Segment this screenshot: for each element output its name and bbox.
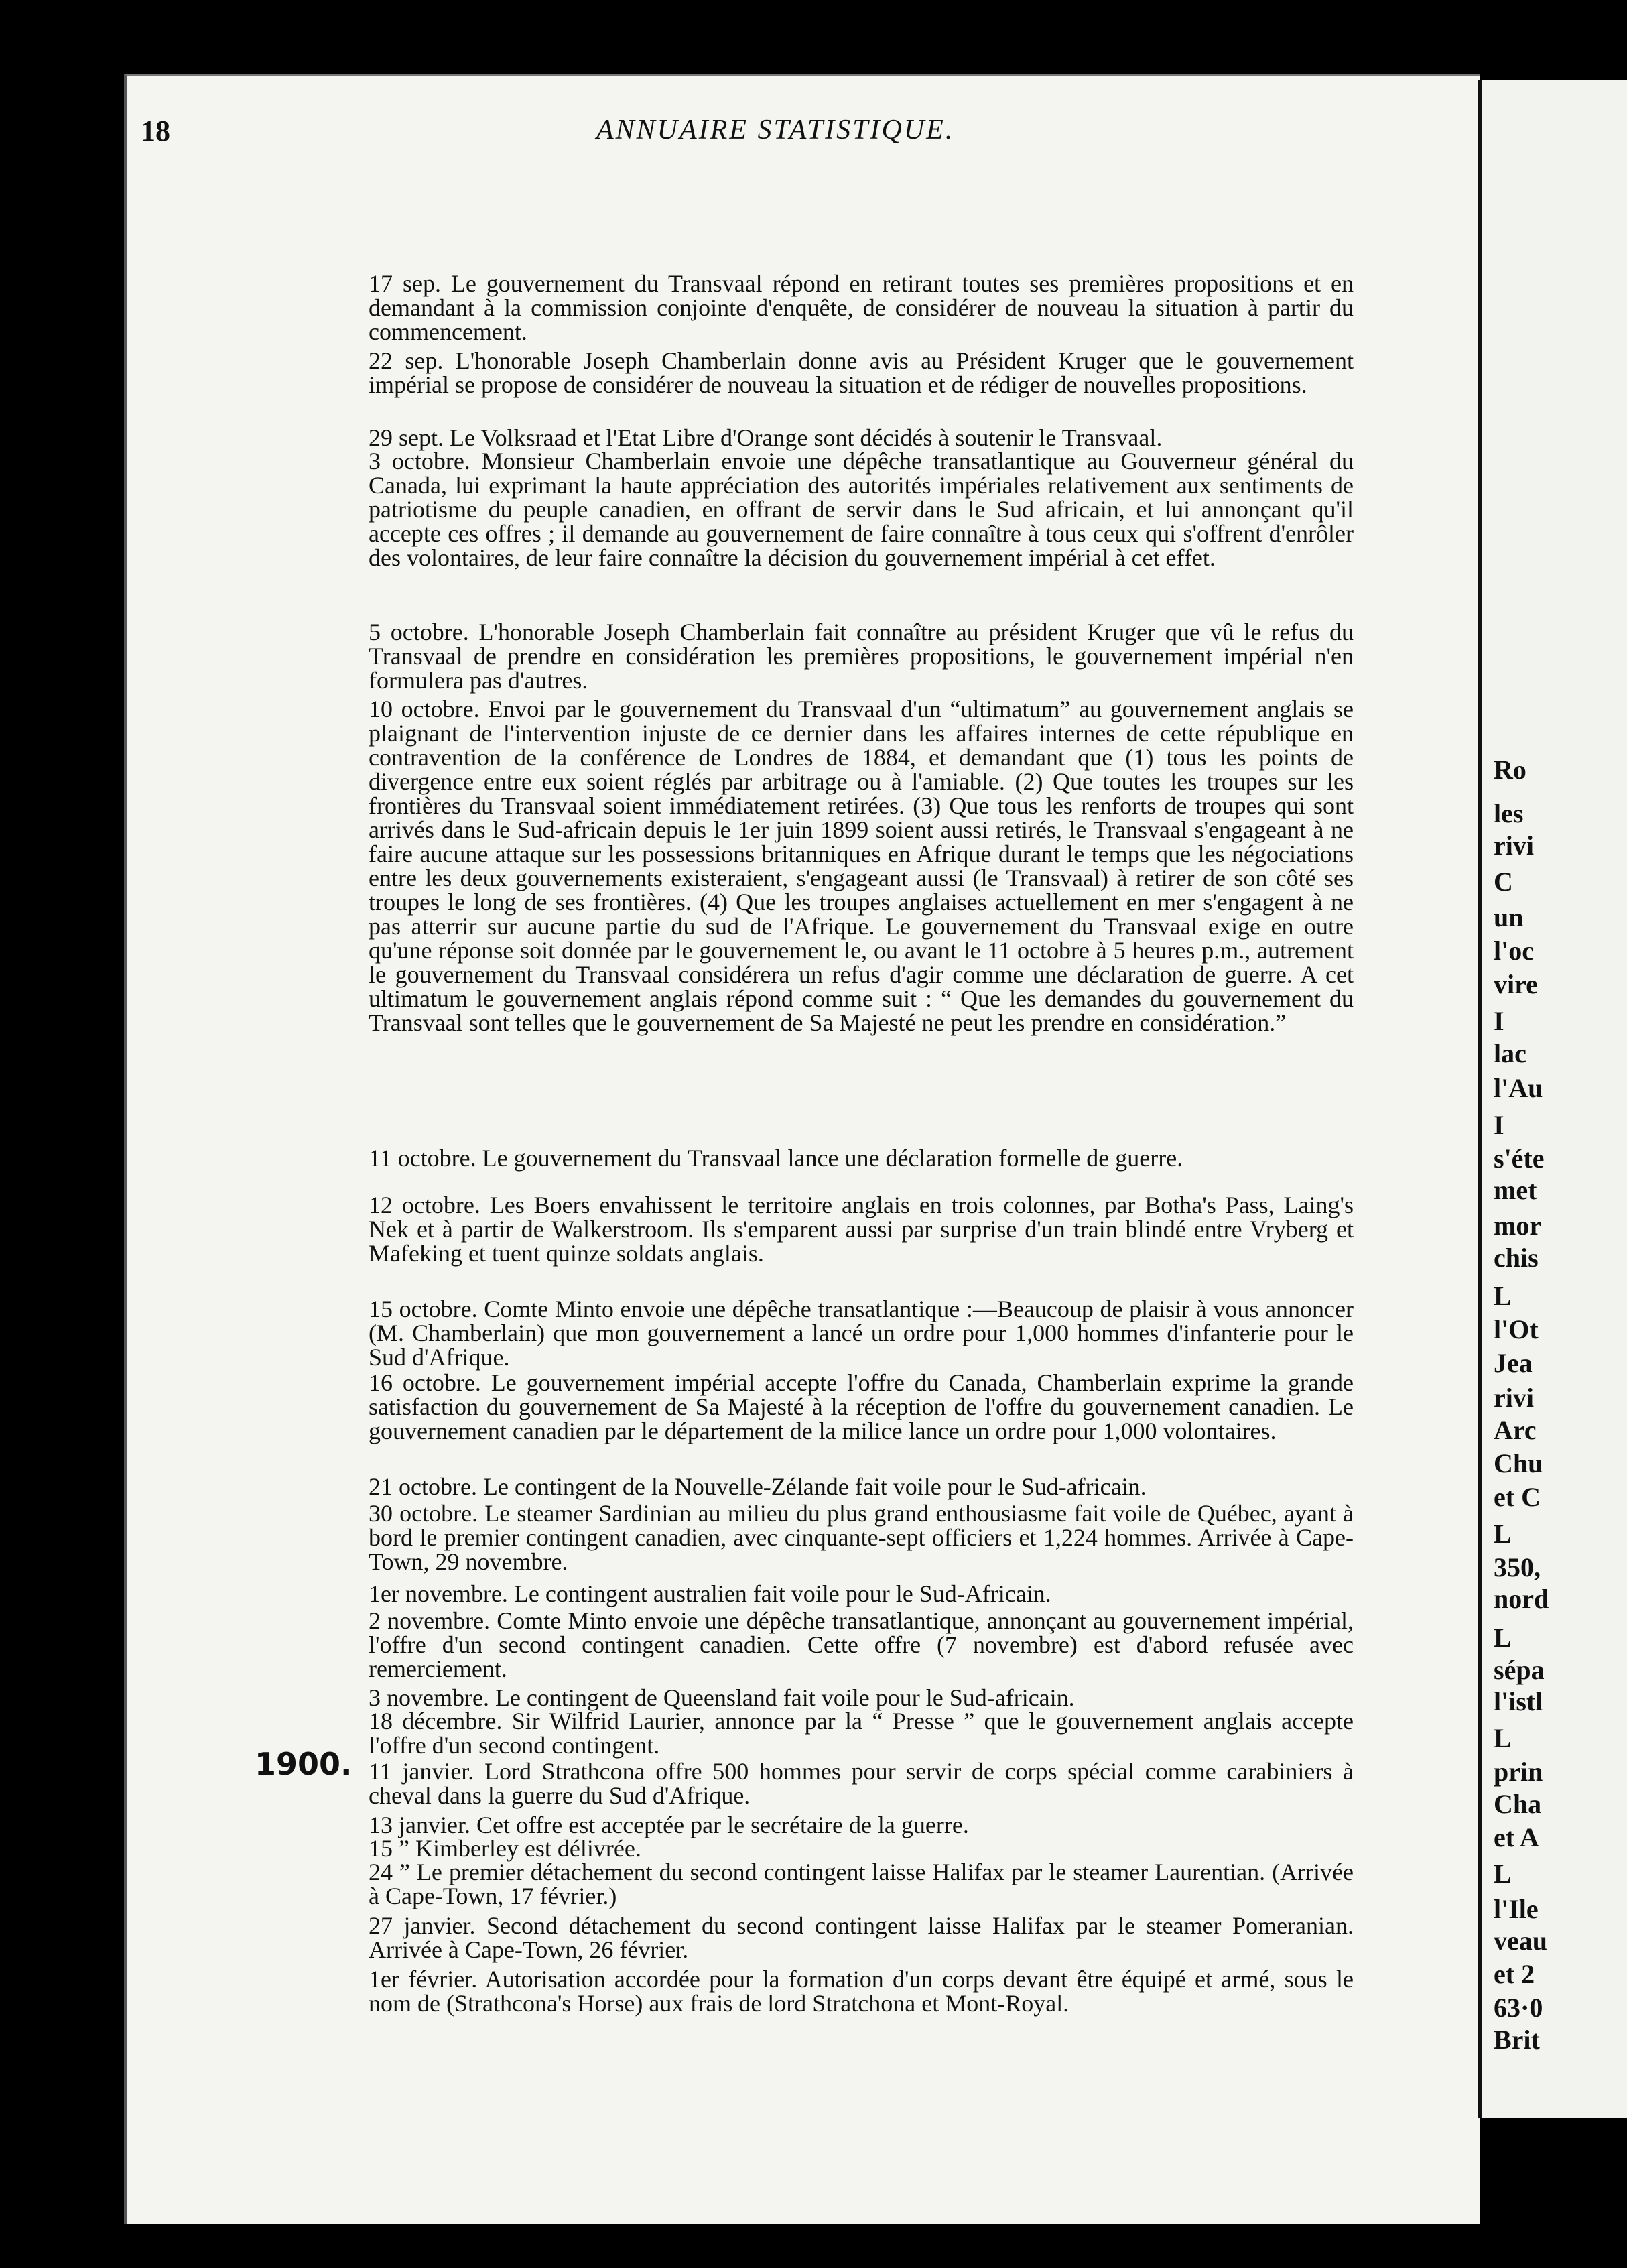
chronology-entry [369, 1967, 1354, 2015]
entry-text: L'honorable Joseph Chamberlain fait connaître au président Kruger que vû le refus du Transvaal de prendre en considération les premières propositions, le gouvernement impérial n'en formulera pas d'autres. [369, 619, 1354, 694]
entry-text: Second détachement du second contingent laisse Halifax par le steamer Pomeranian. Arrivée à Cape-Town, 26 février. [369, 1912, 1354, 1963]
chronology-entry [369, 1686, 1354, 1710]
right-page-fragment: Chu [1494, 1448, 1543, 1478]
right-page-fragment: l'Ot [1494, 1314, 1539, 1344]
entry-text: Les Boers envahissent le territoire anglais en trois colonnes, par Botha's Pass, Laing's Nek et à partir de Walkerstroom. Ils s'emparent aussi par surprise d'un train blindé entre Vryberg et Mafeking et tuent quinze soldats anglais. [369, 1192, 1354, 1267]
entry-date: 15 octobre. [369, 1296, 484, 1322]
entry-text: Le Volksraad et l'Etat Libre d'Orange sont décidés à soutenir le Transvaal. [450, 424, 1163, 451]
right-page-fragment: L [1494, 1623, 1512, 1653]
right-page-fragment: L [1494, 1723, 1512, 1753]
entry-text: Le steamer Sardinian au milieu du plus grand enthousiasme fait voile de Québec, ayant à bord le premier contingent canadien, avec cinquante-sept officiers et 1,224 hommes. Arrivée à Cape-Town, 29 novembre. [369, 1500, 1354, 1575]
chronology-entry [369, 1759, 1354, 1808]
entry-text: Comte Minto envoie une dépêche transatlantique :—Beaucoup de plaisir à vous annoncer (M. Chamberlain) que mon gouvernement a lancé un ordre pour 1,000 hommes d'infanterie pour le Sud d'Afrique. [369, 1296, 1354, 1371]
right-page-fragment: un [1494, 902, 1524, 932]
entry-date: 10 octobre. [369, 696, 489, 722]
entry-date: 22 sep. [369, 347, 456, 374]
entry-date: 1er novembre. [369, 1580, 514, 1607]
right-page-fragment: Ro [1494, 755, 1526, 785]
chronology-entry [369, 1582, 1354, 1606]
right-page-fragment: chis [1494, 1243, 1539, 1273]
running-head: ANNUAIRE STATISTIQUE. [596, 115, 955, 145]
right-page-fragment: les [1494, 798, 1524, 828]
entry-text: Monsieur Chamberlain envoie une dépêche transatlantique au Gouverneur général du Canada, lui exprimant la haute appréciation des autorités impériales relativement aux sentiments de patriotisme du peuple canadien, en offrant de servir dans le Sud africain, et lui annonçant qu'il accepte ces offres ; il demande au gouvernement de faire connaître à tous ceux qui s'offrent d'enrôler des volontaires, de leur faire connaître la décision du gouvernement impérial à cet effet. [369, 448, 1354, 571]
entry-text: Autorisation accordée pour la formation d'un corps devant être équipé et armé, sous le nom de (Strathcona's Horse) aux frais de lord Stratchona et Mont-Royal. [369, 1966, 1354, 2017]
right-page-fragment: Jea [1494, 1348, 1533, 1378]
entry-date: 16 octobre. [369, 1369, 491, 1396]
entry-date: 17 sep. [369, 270, 451, 297]
entry-date: 11 janvier. [369, 1758, 484, 1785]
right-page-fragment: rivi [1494, 1383, 1534, 1413]
year-marker: 1900. [255, 1746, 352, 1782]
right-page-fragment: mor [1494, 1210, 1542, 1241]
entry-text: Le gouvernement du Transvaal répond en retirant toutes ses premières propositions et en demandant à la commission conjointe d'enquête, de considérer de nouveau la situation à partir du commencement. [369, 270, 1354, 345]
entry-date: 3 octobre. [369, 448, 482, 475]
entry-text: Kimberley est délivrée. [415, 1835, 641, 1862]
chronology-entry [369, 449, 1354, 570]
chronology-entry [369, 1813, 1354, 1837]
entry-text: Le gouvernement impérial accepte l'offre du Canada, Chamberlain exprime la grande satisfaction du gouvernement de Sa Majesté à la réception de l'offre du gouvernement canadien. Le gouvernement canadien par le département de la milice lance un ordre pour 1,000 volontaires. [369, 1369, 1354, 1444]
entry-date: 18 décembre. [369, 1708, 512, 1735]
entry-text: Sir Wilfrid Laurier, annonce par la “ Presse ” que le gouvernement anglais accepte l'offre d'un second contingent. [369, 1708, 1354, 1759]
entry-text: Envoi par le gouvernement du Transvaal d'un “ultimatum” au gouvernement anglais se plaignant de l'intervention injuste de ce dernier dans les affaires internes de cette république en contravention de la conférence de Londres de 1884, et demandant que (1) tous les points de divergence entre eux soient réglés par arbitrage ou à l'amiable. (2) Que toutes les troupes sur les frontières du Transvaal soient immédiatement retirées. (3) Que tous les renforts de troupes qui sont arrivés dans le Sud-africain depuis le 1er juin 1899 soient aussi retirés, le Transvaal s'engageant à ne faire aucune attaque sur les possessions britanniques en Afrique durant le temps que les négociations entre les deux gouvernements existeraient, s'engageant aussi (le Transvaal) à retirer de son côté ses troupes le long de ses frontières. (4) Que les troupes anglaises actuellement en mer s'engagent à ne pas atterrir sur aucune partie du sud de l'Afrique. Le gouvernement du Transvaal exige en outre qu'une réponse soit donnée par le gouvernement le, ou avant le 11 octobre à 5 heures p.m., autrement le gouvernement du Transvaal considérera un refus d'agir comme une déclaration de guerre. A cet ultimatum le gouvernement anglais répond comme suit : “ Que les demandes du gouvernement du Transvaal sont telles que le gouvernement de Sa Majesté ne peut les prendre en considération.” [369, 696, 1354, 1036]
right-page-fragment: L [1494, 1519, 1512, 1549]
entry-text: Comte Minto envoie une dépêche transatlantique, annonçant au gouvernement impérial, l'offre d'un second contingent canadien. Cette offre (7 novembre) est d'abord refusée avec remerciement. [369, 1607, 1354, 1682]
chronology-entry [369, 1836, 1354, 1861]
entry-date: 30 octobre. [369, 1500, 485, 1527]
entry-text: Le contingent de Queensland fait voile pour le Sud-africain. [495, 1684, 1075, 1711]
chronology-entry [369, 349, 1354, 397]
entry-text: L'honorable Joseph Chamberlain donne avis au Président Kruger que le gouvernement impérial se propose de considérer de nouveau la situation et de rédiger de nouvelles propositions. [369, 347, 1354, 398]
entry-date: 29 sept. [369, 424, 450, 451]
entry-date: 24 ” [369, 1858, 417, 1885]
right-page-fragment: rivi [1494, 830, 1534, 861]
entry-text: Le gouvernement du Transvaal lance une déclaration formelle de guerre. [482, 1145, 1183, 1172]
entry-date: 5 octobre. [369, 619, 479, 645]
entry-text: Cet offre est acceptée par le secrétaire de la guerre. [476, 1812, 969, 1838]
chronology-entry [369, 1146, 1354, 1170]
chronology-entry [369, 697, 1354, 1035]
chronology-entry [369, 1297, 1354, 1369]
entry-date: 21 octobre. [369, 1473, 483, 1500]
right-page-fragment: lac [1494, 1038, 1526, 1068]
right-page-fragment: et 2 [1494, 1959, 1535, 1989]
right-page-fragment: l'oc [1494, 936, 1534, 966]
chronology-entry [369, 271, 1354, 344]
chronology-entry [369, 1913, 1354, 1962]
right-page-fragment: vire [1494, 969, 1538, 999]
chronology-entry [369, 1193, 1354, 1265]
right-page-fragment: Cha [1494, 1789, 1542, 1819]
chronology-entry [369, 620, 1354, 692]
right-page-fragment: I [1494, 1006, 1504, 1036]
right-page-fragment: nord [1494, 1584, 1549, 1614]
entry-date: 12 octobre. [369, 1192, 490, 1218]
entry-date: 13 janvier. [369, 1812, 476, 1838]
right-page-fragment: veau [1494, 1926, 1547, 1956]
chronology-entry [369, 1860, 1354, 1908]
right-page-fragment: 63·0 [1494, 1993, 1543, 2023]
right-page-fragment: 350, [1494, 1552, 1541, 1582]
chronology-entry [369, 1371, 1354, 1443]
right-page-fragment: l'istl [1494, 1686, 1543, 1716]
right-page-fragment: s'éte [1494, 1143, 1545, 1174]
entry-date: 1er février. [369, 1966, 485, 1993]
page-number: 18 [141, 115, 170, 147]
right-book-page-fragment [1478, 80, 1627, 2118]
right-page-fragment: et C [1494, 1482, 1541, 1512]
right-page-fragment: I [1494, 1110, 1504, 1140]
entry-date: 3 novembre. [369, 1684, 495, 1711]
entry-date: 2 novembre. [369, 1607, 497, 1634]
right-page-fragment: et A [1494, 1822, 1539, 1852]
right-page-fragment: L [1494, 1858, 1512, 1889]
entry-date: 15 ” [369, 1835, 415, 1862]
right-page-fragment: C [1494, 867, 1513, 897]
right-page-fragment: l'Au [1494, 1073, 1543, 1103]
entry-date: 11 octobre. [369, 1145, 482, 1172]
right-page-fragment: Brit [1494, 2025, 1540, 2055]
right-page-fragment: l'Ile [1494, 1894, 1539, 1924]
right-page-fragment: met [1494, 1175, 1537, 1205]
right-page-fragment: sépa [1494, 1655, 1545, 1685]
entry-date: 27 janvier. [369, 1912, 487, 1939]
right-page-fragment: L [1494, 1281, 1512, 1311]
entry-text: Le contingent de la Nouvelle-Zélande fait voile pour le Sud-africain. [482, 1473, 1147, 1500]
chronology-entry [369, 1501, 1354, 1574]
entry-text: Lord Strathcona offre 500 hommes pour servir de corps spécial comme carabiniers à cheval dans la guerre du Sud d'Afrique. [369, 1758, 1354, 1809]
entry-text: Le contingent australien fait voile pour le Sud-Africain. [513, 1580, 1051, 1607]
right-page-fragment: prin [1494, 1757, 1543, 1787]
chronology-entry [369, 1474, 1354, 1499]
entry-text: Le premier détachement du second contingent laisse Halifax par le steamer Laurentian. (Arrivée à Cape-Town, 17 février.) [369, 1858, 1354, 1909]
chronology-entry [369, 1709, 1354, 1757]
right-page-fragment: Arc [1494, 1415, 1537, 1445]
chronology-entry [369, 1609, 1354, 1681]
chronology-entry [369, 426, 1354, 450]
